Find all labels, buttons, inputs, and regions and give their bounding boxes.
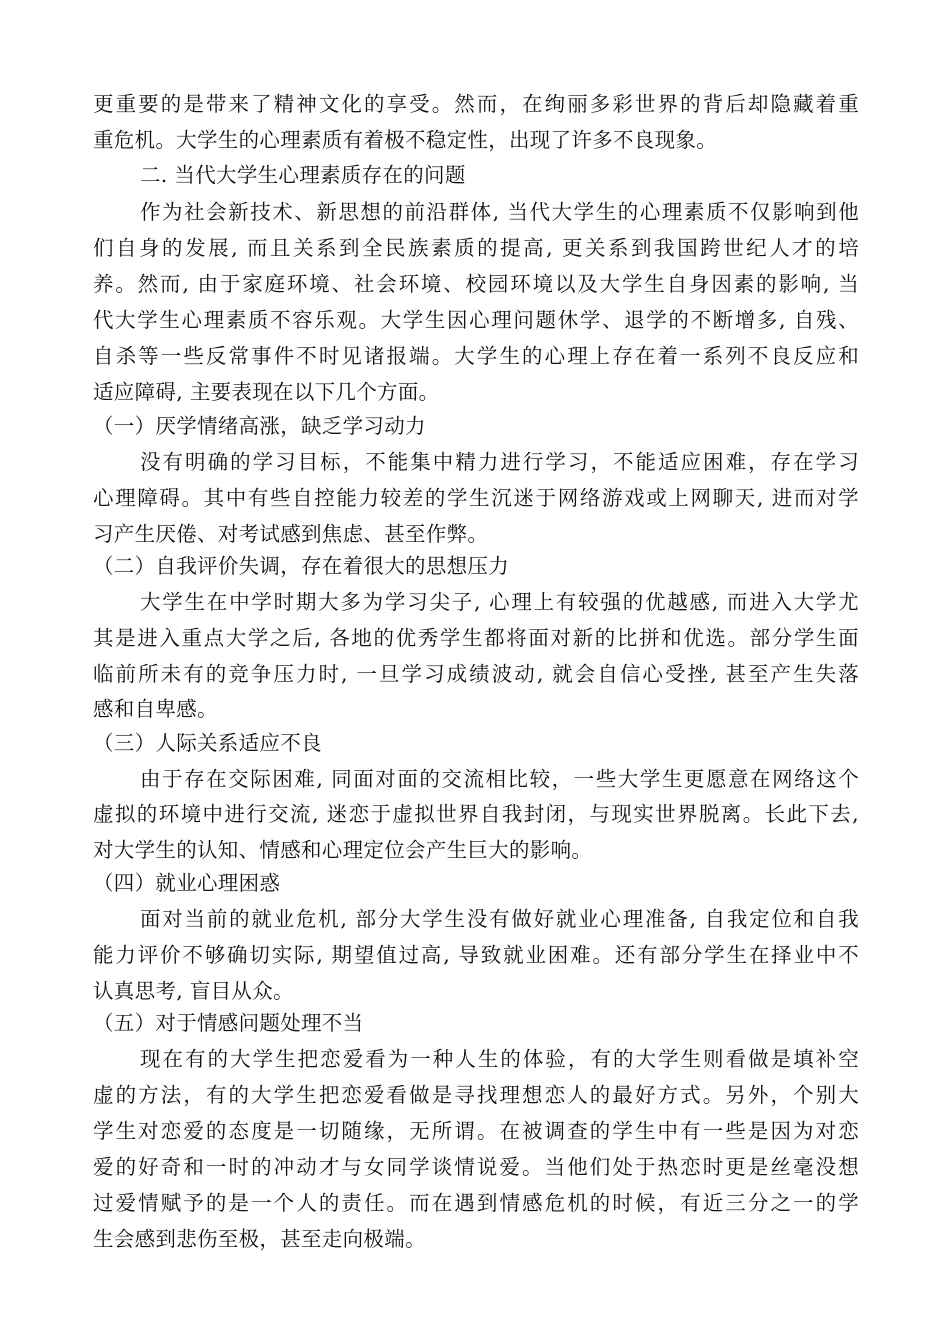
section-heading: 二. 当代大学生心理素质存在的问题 — [140, 163, 466, 187]
intro-line: 更重要的是带来了精神文化的享受。然而，在绚丽多彩世界的背后却隐藏着重 — [93, 92, 859, 116]
overview-line: 自杀等一些反常事件不时见诸报端。大学生的心理上存在着一系列不良反应和 — [93, 344, 859, 368]
paragraph-line: 学生对恋爱的态度是一切随缘，无所谓。在被调查的学生中有一些是因为对恋 — [93, 1119, 859, 1143]
paragraph-line: 临前所未有的竞争压力时, 一旦学习成绩波动, 就会自信心受挫, 甚至产生失落 — [93, 662, 859, 686]
paragraph-line: 对大学生的认知、情感和心理定位会产生巨大的影响。 — [93, 838, 593, 862]
subsection-heading: （二）自我评价失调，存在着很大的思想压力 — [93, 554, 509, 578]
paragraph-line: 过爱情赋予的是一个人的责任。而在遇到情感危机的时候，有近三分之一的学 — [93, 1191, 859, 1215]
paragraph-line: 爱的好奇和一时的冲动才与女同学谈情说爱。当他们处于热恋时更是丝毫没想 — [93, 1155, 859, 1179]
overview-line: 代大学生心理素质不容乐观。大学生因心理问题休学、退学的不断增多, 自残、 — [93, 308, 859, 332]
paragraph-line: 面对当前的就业危机, 部分大学生没有做好就业心理准备, 自我定位和自我 — [140, 907, 859, 931]
paragraph-line: 生会感到悲伤至极，甚至走向极端。 — [93, 1227, 426, 1251]
paragraph-line: 感和自卑感。 — [93, 697, 218, 721]
paragraph-line: 认真思考, 盲目从众。 — [93, 979, 294, 1003]
intro-line: 重危机。大学生的心理素质有着极不稳定性，出现了许多不良现象。 — [93, 128, 717, 152]
overview-line: 养。然而, 由于家庭环境、社会环境、校园环境以及大学生自身因素的影响, 当 — [93, 272, 859, 296]
overview-line: 们自身的发展, 而且关系到全民族素质的提高, 更关系到我国跨世纪人才的培 — [93, 236, 859, 260]
paragraph-line: 虚的方法，有的大学生把恋爱看做是寻找理想恋人的最好方式。另外，个别大 — [93, 1083, 859, 1107]
overview-line: 适应障碍, 主要表现在以下几个方面。 — [93, 380, 440, 404]
paragraph-line: 能力评价不够确切实际, 期望值过高, 导致就业困难。还有部分学生在择业中不 — [93, 943, 859, 967]
paragraph-line: 由于存在交际困难, 同面对面的交流相比较，一些大学生更愿意在网络这个 — [140, 767, 859, 791]
subsection-heading: （四）就业心理困惑 — [93, 871, 281, 895]
paragraph-line: 心理障碍。其中有些自控能力较差的学生沉迷于网络游戏或上网聊天, 进而对学 — [93, 486, 859, 510]
paragraph-line: 其是进入重点大学之后, 各地的优秀学生都将面对新的比拼和优选。部分学生面 — [93, 626, 859, 650]
paragraph-line: 习产生厌倦、对考试感到焦虑、甚至作弊。 — [93, 522, 489, 546]
overview-line: 作为社会新技术、新思想的前沿群体, 当代大学生的心理素质不仅影响到他 — [140, 200, 859, 224]
subsection-heading: （五）对于情感问题处理不当 — [93, 1011, 364, 1035]
paragraph-line: 没有明确的学习目标，不能集中精力进行学习，不能适应困难，存在学习 — [140, 450, 859, 474]
paragraph-line: 现在有的大学生把恋爱看为一种人生的体验，有的大学生则看做是填补空 — [140, 1047, 859, 1071]
paragraph-line: 虚拟的环境中进行交流, 迷恋于虚拟世界自我封闭，与现实世界脱离。长此下去, — [93, 802, 859, 826]
subsection-heading: （一）厌学情绪高涨，缺乏学习动力 — [93, 414, 426, 438]
paragraph-line: 大学生在中学时期大多为学习尖子, 心理上有较强的优越感, 而进入大学尤 — [140, 590, 859, 614]
subsection-heading: （三）人际关系适应不良 — [93, 731, 322, 755]
